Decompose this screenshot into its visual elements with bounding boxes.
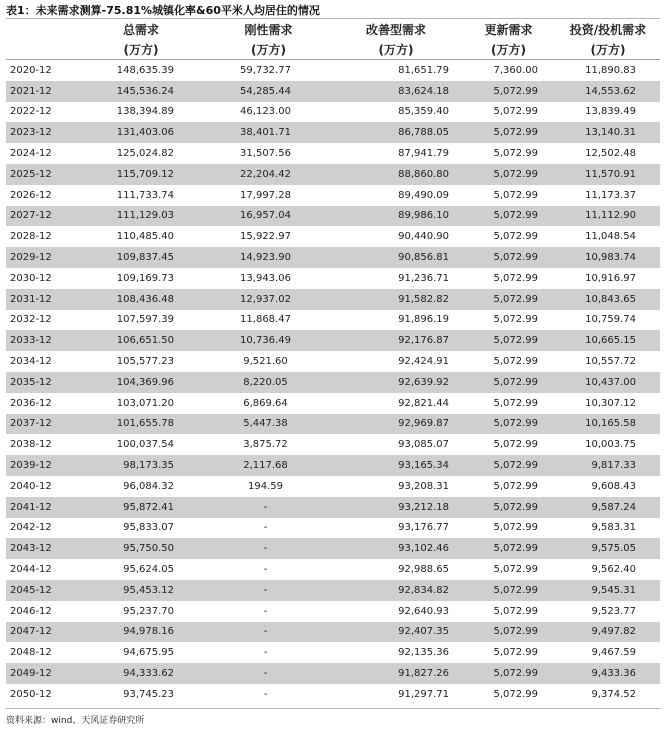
cell-improvement-demand: 91,896.19 <box>398 314 449 326</box>
cell-renewal-demand: 5,072.99 <box>493 231 538 243</box>
cell-renewal-demand: 5,072.99 <box>493 148 538 160</box>
cell-date: 2046-12 <box>10 605 52 617</box>
cell-renewal-demand: 5,072.99 <box>461 372 556 393</box>
cell-rigid-demand: 59,732.77 <box>240 64 291 76</box>
cell-improvement-demand: 92,834.82 <box>331 580 461 601</box>
cell-rigid-demand: 6,869.64 <box>243 397 288 409</box>
cell-date: 2024-12 <box>10 148 52 160</box>
cell-total-demand: 95,237.70 <box>123 605 174 617</box>
cell-improvement-demand: 93,165.34 <box>331 455 461 476</box>
cell-improvement-demand: 93,212.18 <box>331 497 461 518</box>
table-row <box>6 601 660 622</box>
cell-renewal-demand: 5,072.99 <box>493 189 538 201</box>
unit-row <box>6 39 660 60</box>
cell-investment-demand: 9,545.31 <box>556 580 660 601</box>
table-row <box>6 580 660 601</box>
cell-rigid-demand: 12,937.02 <box>206 289 331 310</box>
cell-total-demand: 125,024.82 <box>116 148 174 160</box>
cell-renewal-demand: 5,072.99 <box>493 564 538 576</box>
cell-total-demand: 108,436.48 <box>76 289 206 310</box>
cell-investment-demand: 11,173.37 <box>585 189 636 201</box>
cell-improvement-demand: 91,297.71 <box>398 688 449 700</box>
cell-total-demand: 103,071.20 <box>116 397 174 409</box>
cell-rigid-demand: 22,204.42 <box>206 164 331 185</box>
cell-improvement-demand: 93,085.07 <box>398 439 449 451</box>
table-row <box>6 122 660 143</box>
table-row <box>6 60 660 81</box>
cell-renewal-demand: 5,072.99 <box>493 397 538 409</box>
cell-investment-demand: 10,983.74 <box>556 247 660 268</box>
cell-rigid-demand: - <box>263 688 268 700</box>
cell-rigid-demand: 46,123.00 <box>240 106 291 118</box>
cell-investment-demand: 9,583.31 <box>591 522 636 534</box>
cell-improvement-demand: 87,941.79 <box>398 148 449 160</box>
cell-investment-demand: 10,665.15 <box>556 330 660 351</box>
cell-improvement-demand: 93,176.77 <box>398 522 449 534</box>
header-total-demand: 总需求 <box>122 22 159 37</box>
cell-improvement-demand: 92,640.93 <box>398 605 449 617</box>
cell-total-demand: 115,709.12 <box>76 164 206 185</box>
cell-renewal-demand: 5,072.99 <box>493 647 538 659</box>
cell-improvement-demand: 85,359.40 <box>398 106 449 118</box>
cell-investment-demand: 9,562.40 <box>591 564 636 576</box>
cell-date: 2049-12 <box>6 663 76 684</box>
cell-investment-demand: 10,165.58 <box>556 414 660 435</box>
cell-date: 2040-12 <box>10 480 52 492</box>
cell-rigid-demand: 2,117.68 <box>206 455 331 476</box>
cell-date: 2035-12 <box>6 372 76 393</box>
cell-investment-demand: 9,467.59 <box>591 647 636 659</box>
demand-table <box>6 19 660 705</box>
cell-date: 2037-12 <box>6 414 76 435</box>
cell-investment-demand: 9,523.77 <box>591 605 636 617</box>
cell-renewal-demand: 5,072.99 <box>461 538 556 559</box>
cell-improvement-demand: 92,639.92 <box>331 372 461 393</box>
cell-investment-demand: 9,608.43 <box>591 480 636 492</box>
cell-rigid-demand: 14,923.90 <box>206 247 331 268</box>
cell-renewal-demand: 5,072.99 <box>461 164 556 185</box>
table-row <box>6 351 660 372</box>
table-body <box>6 60 660 705</box>
table-row <box>6 185 660 206</box>
cell-investment-demand: 11,048.54 <box>585 231 636 243</box>
cell-date: 2034-12 <box>10 356 52 368</box>
cell-renewal-demand: 5,072.99 <box>493 522 538 534</box>
header-row <box>6 19 660 39</box>
cell-rigid-demand: 3,875.72 <box>243 439 288 451</box>
cell-investment-demand: 10,557.72 <box>585 356 636 368</box>
table-row <box>6 684 660 705</box>
table-row <box>6 164 660 185</box>
cell-total-demand: 110,485.40 <box>116 231 174 243</box>
cell-improvement-demand: 92,176.87 <box>331 330 461 351</box>
cell-improvement-demand: 89,490.09 <box>398 189 449 201</box>
cell-improvement-demand: 89,986.10 <box>331 206 461 227</box>
cell-renewal-demand: 5,072.99 <box>493 272 538 284</box>
table-row <box>6 206 660 227</box>
cell-improvement-demand: 81,651.79 <box>398 64 449 76</box>
cell-date: 2020-12 <box>10 64 52 76</box>
cell-investment-demand: 10,843.65 <box>556 289 660 310</box>
cell-date: 2026-12 <box>10 189 52 201</box>
cell-rigid-demand: 54,285.44 <box>206 81 331 102</box>
cell-date: 2027-12 <box>6 206 76 227</box>
cell-renewal-demand: 5,072.99 <box>461 663 556 684</box>
cell-date: 2042-12 <box>10 522 52 534</box>
cell-total-demand: 106,651.50 <box>76 330 206 351</box>
cell-investment-demand: 10,437.00 <box>556 372 660 393</box>
cell-renewal-demand: 5,072.99 <box>493 356 538 368</box>
cell-date: 2022-12 <box>10 106 52 118</box>
cell-total-demand: 95,453.12 <box>76 580 206 601</box>
cell-investment-demand: 11,112.90 <box>556 206 660 227</box>
cell-total-demand: 94,333.62 <box>76 663 206 684</box>
cell-improvement-demand: 92,135.36 <box>398 647 449 659</box>
cell-renewal-demand: 5,072.99 <box>461 289 556 310</box>
cell-rigid-demand: - <box>263 605 268 617</box>
cell-investment-demand: 9,817.33 <box>556 455 660 476</box>
cell-investment-demand: 12,502.48 <box>585 148 636 160</box>
cell-date: 2033-12 <box>6 330 76 351</box>
unit-renewal-demand: (万方) <box>461 39 556 60</box>
cell-investment-demand: 9,433.36 <box>556 663 660 684</box>
cell-renewal-demand: 5,072.99 <box>493 314 538 326</box>
cell-total-demand: 94,978.16 <box>76 622 206 643</box>
cell-improvement-demand: 92,407.35 <box>331 622 461 643</box>
cell-investment-demand: 9,575.05 <box>556 538 660 559</box>
cell-rigid-demand: 8,220.05 <box>206 372 331 393</box>
bottom-rule <box>6 708 660 709</box>
table-row <box>6 143 660 164</box>
cell-improvement-demand: 88,860.80 <box>331 164 461 185</box>
table-title: 表1：未来需求测算-75.81%城镇化率&60平米人均居住的情况 <box>6 4 320 17</box>
cell-total-demand: 148,635.39 <box>116 64 174 76</box>
table-row <box>6 455 660 476</box>
cell-improvement-demand: 90,856.81 <box>331 247 461 268</box>
cell-renewal-demand: 5,072.99 <box>461 330 556 351</box>
cell-date: 2031-12 <box>6 289 76 310</box>
cell-improvement-demand: 91,582.82 <box>331 289 461 310</box>
table-row <box>6 289 660 310</box>
cell-renewal-demand: 5,072.99 <box>493 605 538 617</box>
cell-renewal-demand: 5,072.99 <box>493 480 538 492</box>
table-row <box>6 268 660 289</box>
cell-improvement-demand: 86,788.05 <box>331 122 461 143</box>
cell-date: 2029-12 <box>6 247 76 268</box>
cell-rigid-demand: - <box>263 522 268 534</box>
cell-rigid-demand: - <box>263 647 268 659</box>
table-row <box>6 518 660 539</box>
cell-investment-demand: 10,759.74 <box>585 314 636 326</box>
cell-renewal-demand: 5,072.99 <box>461 580 556 601</box>
cell-total-demand: 96,084.32 <box>123 480 174 492</box>
cell-date: 2047-12 <box>6 622 76 643</box>
cell-rigid-demand: 31,507.56 <box>240 148 291 160</box>
cell-improvement-demand: 91,236.71 <box>398 272 449 284</box>
cell-renewal-demand: 5,072.99 <box>493 106 538 118</box>
cell-rigid-demand: - <box>206 497 331 518</box>
cell-investment-demand: 10,003.75 <box>585 439 636 451</box>
cell-improvement-demand: 93,208.31 <box>398 480 449 492</box>
cell-date: 2023-12 <box>6 122 76 143</box>
cell-investment-demand: 9,587.24 <box>556 497 660 518</box>
cell-renewal-demand: 5,072.99 <box>461 622 556 643</box>
header-investment-demand: 投资/投机需求 <box>569 22 647 37</box>
cell-total-demand: 95,872.41 <box>76 497 206 518</box>
cell-date: 2025-12 <box>6 164 76 185</box>
cell-date: 2043-12 <box>6 538 76 559</box>
cell-date: 2021-12 <box>6 81 76 102</box>
cell-total-demand: 145,536.24 <box>76 81 206 102</box>
cell-total-demand: 109,837.45 <box>76 247 206 268</box>
cell-total-demand: 101,655.78 <box>76 414 206 435</box>
table-row <box>6 414 660 435</box>
cell-rigid-demand: - <box>263 564 268 576</box>
table-row <box>6 393 660 414</box>
cell-renewal-demand: 5,072.99 <box>493 688 538 700</box>
cell-date: 2044-12 <box>10 564 52 576</box>
cell-rigid-demand: 11,868.47 <box>240 314 291 326</box>
table-row <box>6 538 660 559</box>
cell-improvement-demand: 92,821.44 <box>398 397 449 409</box>
cell-rigid-demand: - <box>206 622 331 643</box>
cell-rigid-demand: 10,736.49 <box>206 330 331 351</box>
cell-improvement-demand: 92,424.91 <box>398 356 449 368</box>
table-row <box>6 622 660 643</box>
cell-renewal-demand: 5,072.99 <box>461 247 556 268</box>
cell-total-demand: 94,675.95 <box>123 647 174 659</box>
cell-investment-demand: 13,140.31 <box>556 122 660 143</box>
table-header <box>6 19 660 60</box>
cell-improvement-demand: 90,440.90 <box>398 231 449 243</box>
cell-total-demand: 104,369.96 <box>76 372 206 393</box>
cell-total-demand: 131,403.06 <box>76 122 206 143</box>
cell-rigid-demand: - <box>206 663 331 684</box>
table-row <box>6 330 660 351</box>
cell-renewal-demand: 5,072.99 <box>461 122 556 143</box>
cell-rigid-demand: 5,447.38 <box>206 414 331 435</box>
cell-total-demand: 95,750.50 <box>76 538 206 559</box>
cell-date: 2048-12 <box>10 647 52 659</box>
cell-renewal-demand: 7,360.00 <box>493 64 538 76</box>
cell-investment-demand: 9,497.82 <box>556 622 660 643</box>
cell-investment-demand: 10,916.97 <box>585 272 636 284</box>
cell-renewal-demand: 5,072.99 <box>461 497 556 518</box>
cell-date: 2038-12 <box>10 439 52 451</box>
cell-date: 2036-12 <box>10 397 52 409</box>
table-row <box>6 434 660 455</box>
table-row <box>6 226 660 247</box>
cell-improvement-demand: 92,988.65 <box>398 564 449 576</box>
cell-rigid-demand: 15,922.97 <box>240 231 291 243</box>
table-row <box>6 663 660 684</box>
cell-date: 2028-12 <box>10 231 52 243</box>
header-date <box>6 19 76 39</box>
cell-total-demand: 95,833.07 <box>123 522 174 534</box>
table-row <box>6 642 660 663</box>
cell-rigid-demand: 38,401.71 <box>206 122 331 143</box>
cell-total-demand: 107,597.39 <box>116 314 174 326</box>
table-row <box>6 247 660 268</box>
cell-total-demand: 100,037.54 <box>116 439 174 451</box>
cell-rigid-demand: 16,957.04 <box>206 206 331 227</box>
header-rigid-demand: 刚性需求 <box>244 22 293 37</box>
cell-renewal-demand: 5,072.99 <box>461 414 556 435</box>
table-row <box>6 497 660 518</box>
cell-total-demand: 93,745.23 <box>123 688 174 700</box>
cell-date: 2050-12 <box>10 688 52 700</box>
cell-improvement-demand: 83,624.18 <box>331 81 461 102</box>
unit-improvement-demand: (万方) <box>331 39 461 60</box>
cell-investment-demand: 9,374.52 <box>591 688 636 700</box>
cell-renewal-demand: 5,072.99 <box>461 206 556 227</box>
cell-date: 2032-12 <box>10 314 52 326</box>
cell-rigid-demand: 17,997.28 <box>240 189 291 201</box>
table-row <box>6 81 660 102</box>
cell-total-demand: 95,624.05 <box>123 564 174 576</box>
cell-total-demand: 138,394.89 <box>116 106 174 118</box>
cell-rigid-demand: 194.59 <box>248 480 283 492</box>
cell-rigid-demand: - <box>206 538 331 559</box>
cell-total-demand: 109,169.73 <box>116 272 174 284</box>
cell-total-demand: 105,577.23 <box>116 356 174 368</box>
unit-total-demand: (万方) <box>76 39 206 60</box>
cell-improvement-demand: 92,969.87 <box>331 414 461 435</box>
table-row <box>6 476 660 497</box>
cell-total-demand: 111,733.74 <box>116 189 174 201</box>
cell-improvement-demand: 91,827.26 <box>331 663 461 684</box>
table-row <box>6 310 660 331</box>
unit-investment-demand: (万方) <box>556 39 660 60</box>
cell-investment-demand: 10,307.12 <box>585 397 636 409</box>
unit-date <box>6 39 76 60</box>
cell-investment-demand: 11,570.91 <box>556 164 660 185</box>
cell-total-demand: 111,129.03 <box>76 206 206 227</box>
cell-rigid-demand: 9,521.60 <box>243 356 288 368</box>
cell-investment-demand: 11,890.83 <box>585 64 636 76</box>
cell-date: 2045-12 <box>6 580 76 601</box>
cell-date: 2041-12 <box>6 497 76 518</box>
source-note: 资料来源：wind、天风证券研究所 <box>6 716 145 726</box>
unit-rigid-demand: (万方) <box>206 39 331 60</box>
cell-renewal-demand: 5,072.99 <box>461 455 556 476</box>
table-row <box>6 372 660 393</box>
cell-total-demand: 98,173.35 <box>76 455 206 476</box>
table-row <box>6 559 660 580</box>
cell-investment-demand: 14,553.62 <box>556 81 660 102</box>
cell-improvement-demand: 93,102.46 <box>331 538 461 559</box>
header-renewal-demand: 更新需求 <box>484 22 533 37</box>
cell-date: 2039-12 <box>6 455 76 476</box>
header-improvement-demand: 改善型需求 <box>365 22 426 37</box>
cell-renewal-demand: 5,072.99 <box>493 439 538 451</box>
table-row <box>6 102 660 123</box>
cell-renewal-demand: 5,072.99 <box>461 81 556 102</box>
cell-rigid-demand: 13,943.06 <box>240 272 291 284</box>
cell-investment-demand: 13,839.49 <box>585 106 636 118</box>
cell-date: 2030-12 <box>10 272 52 284</box>
cell-rigid-demand: - <box>206 580 331 601</box>
